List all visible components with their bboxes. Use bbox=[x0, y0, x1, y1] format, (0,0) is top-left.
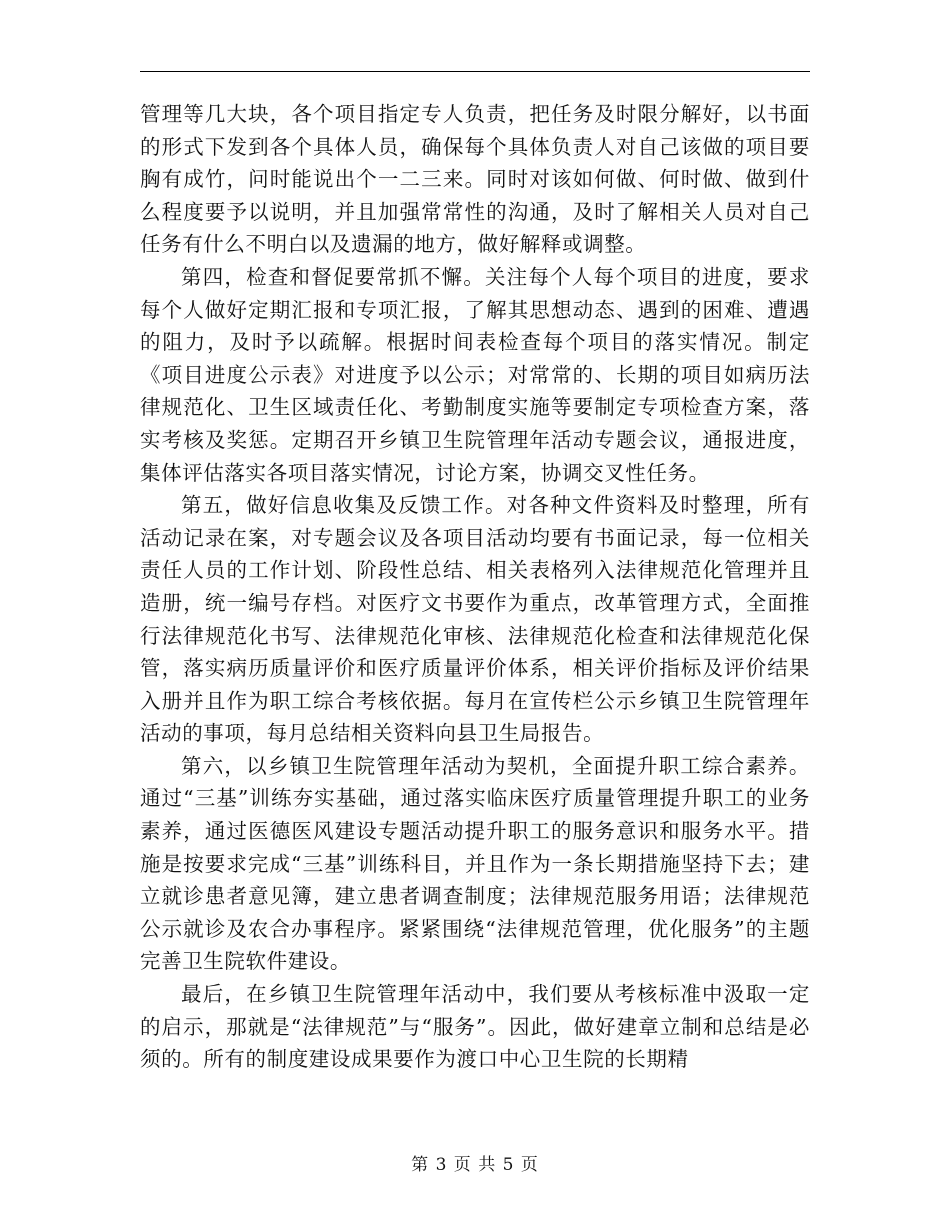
paragraph-fifth: 第五，做好信息收集及反馈工作。对各种文件资料及时整理，所有活动记录在案，对专题会议及各项目活动均要有书面记录，每一位相关责任人员的工作计划、阶段性总结、相关表格列入法律规范化管理并且造册，统一编号存档。对医疗文书要作为重点，改革管理方式，全面推行法律规范化书写、法律规范化审核、法律规范化检查和法律规范化保管，落实病历质量评价和医疗质量评价体系，相关评价指标及评价结果入册并且作为职工综合考核依据。每月在宣传栏公示乡镇卫生院管理年活动的事项，每月总结相关资料向县卫生局报告。 bbox=[140, 493, 810, 746]
header-rule bbox=[140, 71, 810, 72]
paragraph-continuation: 管理等几大块，各个项目指定专人负责，把任务及时限分解好，以书面的形式下发到各个具体人员，确保每个具体负责人对自己该做的项目要胸有成竹，问时能说出个一二三来。同时对该如何做、何时做、做到什么程度要予以说明，并且加强常常性的沟通，及时了解相关人员对自己任务有什么不明白以及遗漏的地方，做好解释或调整。 bbox=[140, 102, 810, 257]
paragraph-fourth: 第四，检查和督促要常抓不懈。关注每个人每个项目的进度，要求每个人做好定期汇报和专项汇报，了解其思想动态、遇到的困难、遭遇的阻力，及时予以疏解。根据时间表检查每个项目的落实情况。制定《项目进度公示表》对进度予以公示；对常常的、长期的项目如病历法律规范化、卫生区域责任化、考勤制度实施等要制定专项检查方案，落实考核及奖惩。定期召开乡镇卫生院管理年活动专题会议，通报进度，集体评估落实各项目落实情况，讨论方案，协调交叉性任务。 bbox=[140, 264, 810, 485]
paragraph-sixth: 第六，以乡镇卫生院管理年活动为契机，全面提升职工综合素养。通过“三基”训练夯实基础，通过落实临床医疗质量管理提升职工的业务素养，通过医德医风建设专题活动提升职工的服务意识和服务水平。措施是按要求完成“三基”训练科目，并且作为一条长期措施坚持下去；建立就诊患者意见簿，建立患者调查制度；法律规范服务用语；法律规范公示就诊及农合办事程序。紧紧围绕“法律规范管理，优化服务”的主题完善卫生院软件建设。 bbox=[140, 753, 810, 974]
page-number-footer: 第 3 页 共 5 页 bbox=[411, 1155, 539, 1175]
body-text bbox=[140, 98, 810, 1076]
paragraph-final: 最后，在乡镇卫生院管理年活动中，我们要从考核标准中汲取一定的启示，那就是“法律规范”与“服务”。因此，做好建章立制和总结是必须的。所有的制度建设成果要作为渡口中心卫生院的长期精 bbox=[140, 982, 810, 1072]
